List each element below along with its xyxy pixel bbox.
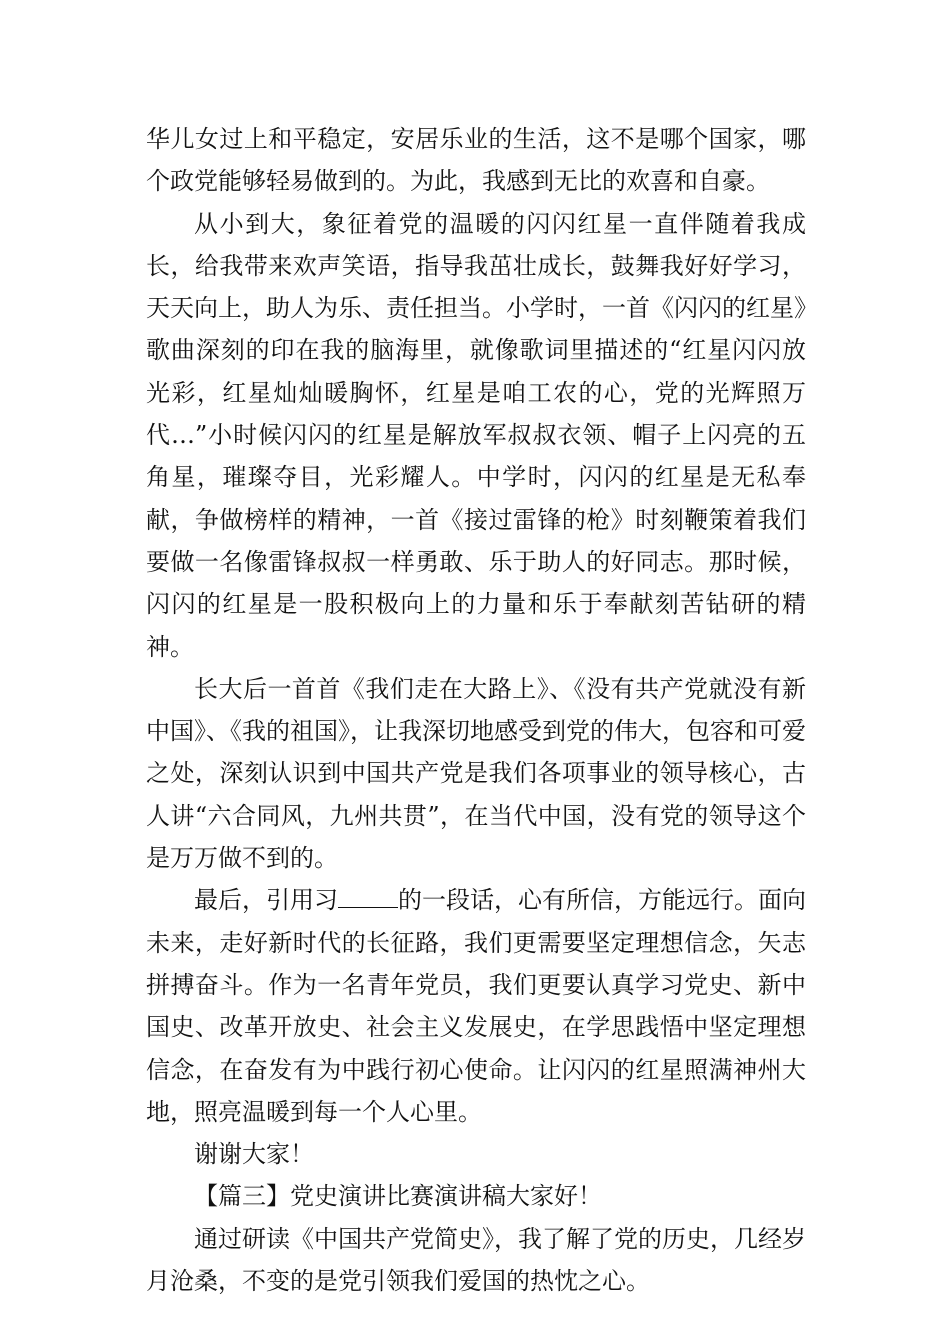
paragraph-history-study: 通过研读《中国共产党简史》，我了解了党的历史，几经岁月沧桑，不变的是党引领我们爱国的热忱之心。 [146,1224,806,1296]
paragraph-thanks: 谢谢大家！ [194,1140,314,1169]
underscore-blank [338,887,398,908]
paragraph-conclusion [146,879,806,1133]
document-body [146,118,806,1302]
paragraph-red-star: 从小到大，象征着党的温暖的闪闪红星一直伴随着我成长，给我带来欢声笑语，指导我茁壮成长，鼓舞我好好学习，天天向上，助人为乐、责任担当。小学时，一首《闪闪的红星》歌曲深刻的印在我的脑海里，就像歌词里描述的“红星闪闪放光彩，红星灿灿暖胸怀，红星是咱工农的心，党的光辉照万代…”小时候闪闪的红星是解放军叔叔衣领、帽子上闪亮的五角星，璀璨夺目，光彩耀人。中学时，闪闪的红星是无私奉献，争做榜样的精神，一首《接过雷锋的枪》时刻鞭策着我们要做一名像雷锋叔叔一样勇敢、乐于助人的好同志。那时候，闪闪的红星是一股积极向上的力量和乐于奉献刻苦钻研的精神。 [146,209,806,661]
paragraph-continued: 华儿女过上和平稳定，安居乐业的生活，这不是哪个国家，哪个政党能够轻易做到的。为此，我感到无比的欢喜和自豪。 [146,125,806,196]
conclusion-text-after-blank: 的一段话，心有所信，方能远行。面向未来，走好新时代的长征路，我们更需要坚定理想信念，矢志拼搏奋斗。作为一名青年党员，我们更要认真学习党史、新中国史、改革开放史、社会主义发展史，在学思践悟中坚定理想信念，在奋发有为中践行初心使命。让闪闪的红星照满神州大地，照亮温暖到每一个人心里。 [146,886,806,1126]
paragraph-songs: 长大后一首首《我们走在大路上》、《没有共产党就没有新中国》、《我的祖国》，让我深切地感受到党的伟大，包容和可爱之处，深刻认识到中国共产党是我们各项事业的领导核心，古人讲“六合同风，九州共贯”，在当代中国，没有党的领导这个是万万做不到的。 [146,674,806,873]
section-heading: 【篇三】党史演讲比赛演讲稿大家好！ [194,1182,602,1211]
conclusion-text-before-blank: 最后，引用习 [194,886,338,915]
